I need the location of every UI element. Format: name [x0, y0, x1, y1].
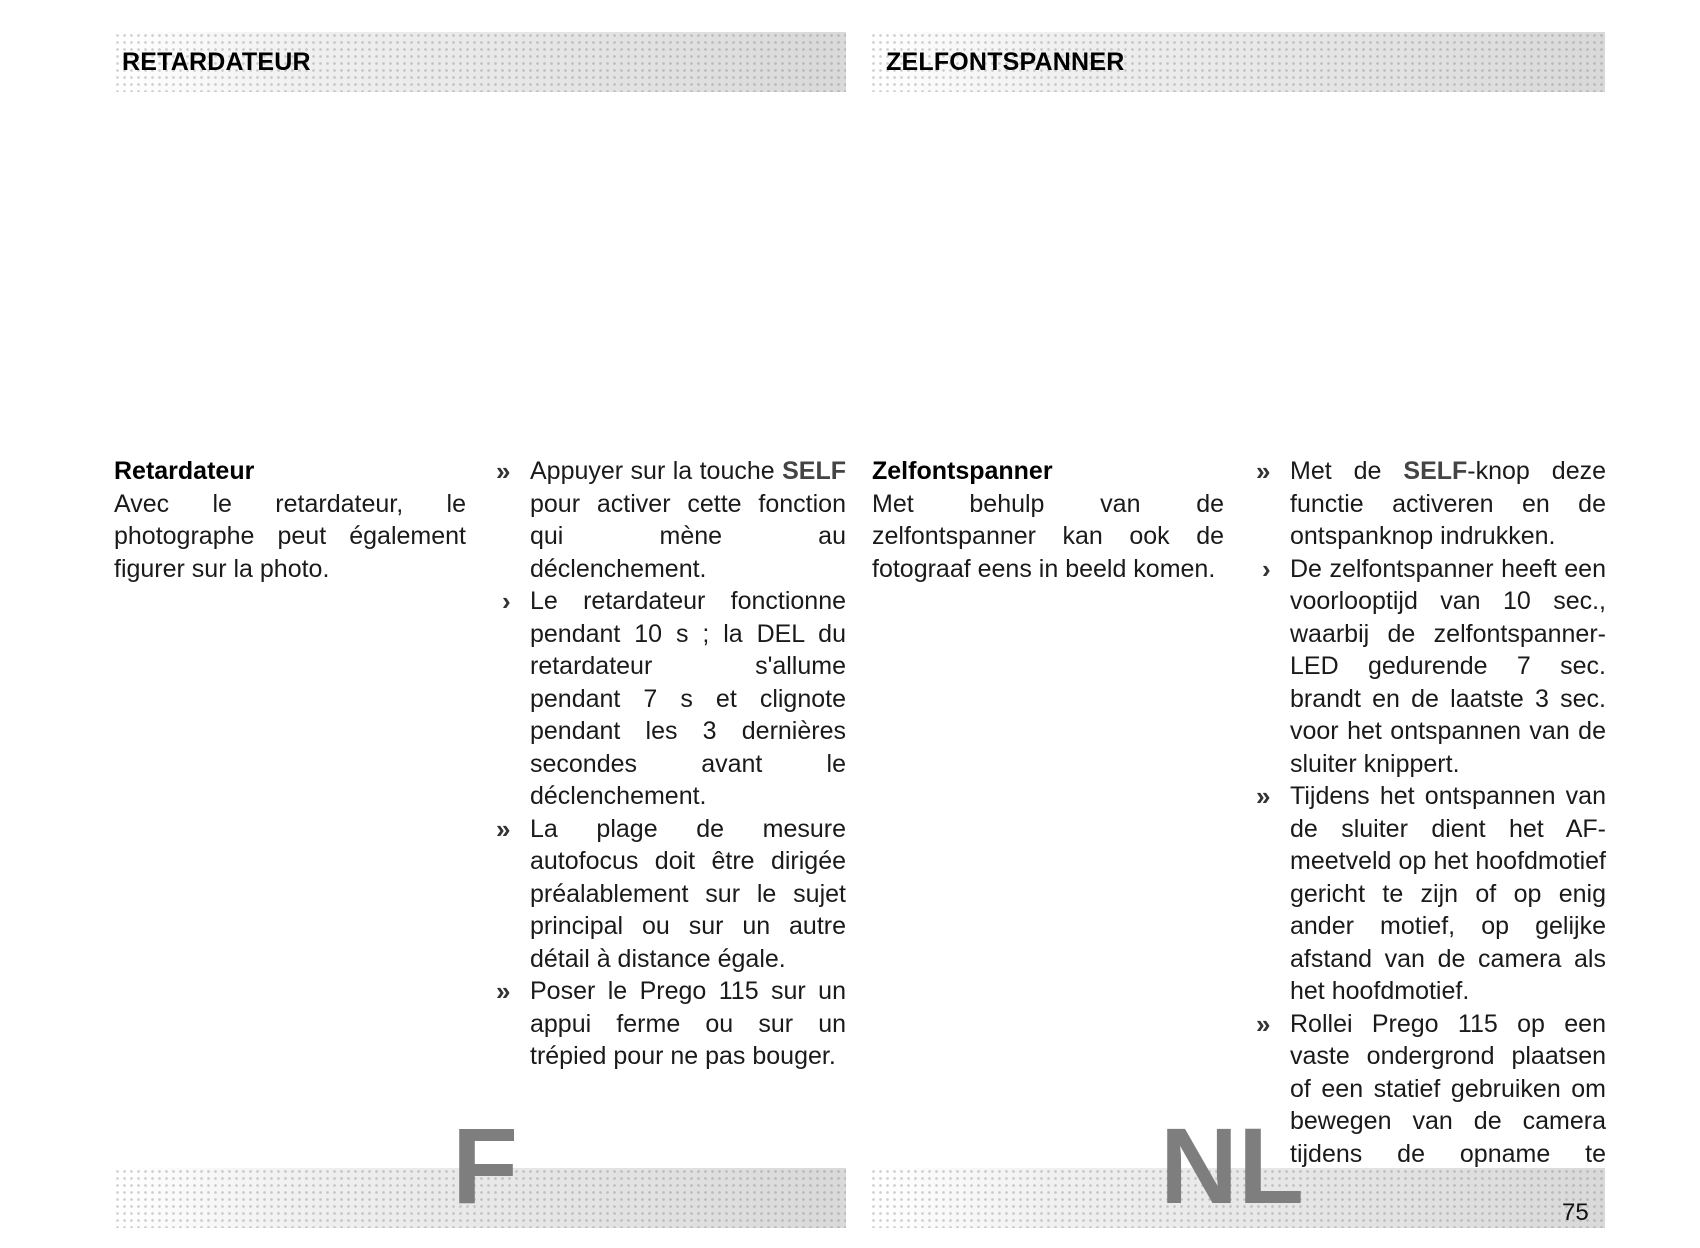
double-arrow-icon: »	[496, 976, 511, 1006]
french-step-2	[492, 585, 846, 813]
dutch-step-1-text-b: -knop deze functie activeren en de ontspanknop indrukken.	[1290, 457, 1606, 550]
double-arrow-icon: »	[1256, 456, 1271, 486]
page-number: 75	[1562, 1199, 1589, 1226]
language-mark-french: F	[452, 1105, 518, 1226]
dutch-step-1	[1252, 455, 1606, 553]
french-step-1	[492, 455, 846, 585]
header-title-dutch: ZELFONTSPANNER	[886, 48, 1125, 76]
french-step-3-text: La plage de mesure autofocus doit être dirigée préalablement sur le sujet principal ou sur un autre détail à distance égale.	[530, 814, 846, 973]
french-step-4-text: Poser le Prego 115 sur un appui ferme ou sur un trépied pour ne pas bouger.	[530, 977, 846, 1070]
double-arrow-icon: »	[1256, 1008, 1271, 1039]
header-title-french: RETARDATEUR	[122, 48, 311, 76]
french-steps-column	[492, 455, 846, 1073]
french-heading: Retardateur	[114, 457, 255, 485]
french-intro-column	[114, 455, 466, 585]
language-mark-dutch: NL	[1160, 1105, 1304, 1226]
self-key-label: SELF	[782, 457, 846, 485]
french-step-1-text-b: pour activer cette fonction qui mène au déclenchement.	[530, 489, 846, 583]
single-arrow-icon: ›	[502, 586, 511, 616]
self-key-label: SELF	[1403, 457, 1468, 485]
single-arrow-icon: ›	[1262, 553, 1271, 584]
double-arrow-icon: »	[1256, 781, 1271, 811]
double-arrow-icon: »	[496, 456, 511, 486]
french-intro-text: Avec le retardateur, le photographe peut également figurer sur la photo.	[114, 489, 466, 583]
dutch-intro-text: Met behulp van de zelfontspanner kan ook de fotograaf eens in beeld komen.	[872, 489, 1224, 583]
dutch-step-2	[1252, 553, 1606, 781]
dutch-step-list	[1252, 455, 1606, 1203]
dutch-step-3-text: Tijdens het ontspannen van de sluiter dient het AF-meetveld op het hoofdmotief gericht te zijn of op enig ander motief, op gelijke afstand van de camera als het hoofdmotief.	[1290, 782, 1606, 1005]
dutch-intro-column	[872, 455, 1224, 585]
french-step-1-text-a: Appuyer sur la touche	[530, 457, 783, 485]
double-arrow-icon: »	[496, 813, 511, 844]
dutch-step-3	[1252, 780, 1606, 1008]
dutch-step-4-text: Rollei Prego 115 op een vaste ondergrond plaatsen of een statief gebruiken om bewegen van de camera tijdens de opname te	[1290, 1009, 1606, 1168]
french-step-4	[492, 975, 846, 1073]
dutch-heading: Zelfontspanner	[872, 457, 1053, 485]
dutch-step-2-text: De zelfontspanner heeft een voorlooptijd van 10 sec., waarbij de zelfontspanner-LED gedurende 7 sec. brandt en de laatste 3 sec. voor het ontspannen van de sluiter knippert.	[1290, 554, 1606, 778]
french-step-3	[492, 813, 846, 976]
french-step-2-text: Le retardateur fonctionne pendant 10 s ; la DEL du retardateur s'allume pendant 7 s et clignote pendant les 3 dernières secondes avant le déclenchement.	[530, 587, 846, 810]
dutch-step-1-text-a: Met de	[1290, 457, 1404, 485]
french-step-list	[492, 455, 846, 1073]
dutch-steps-column	[1252, 455, 1606, 1203]
